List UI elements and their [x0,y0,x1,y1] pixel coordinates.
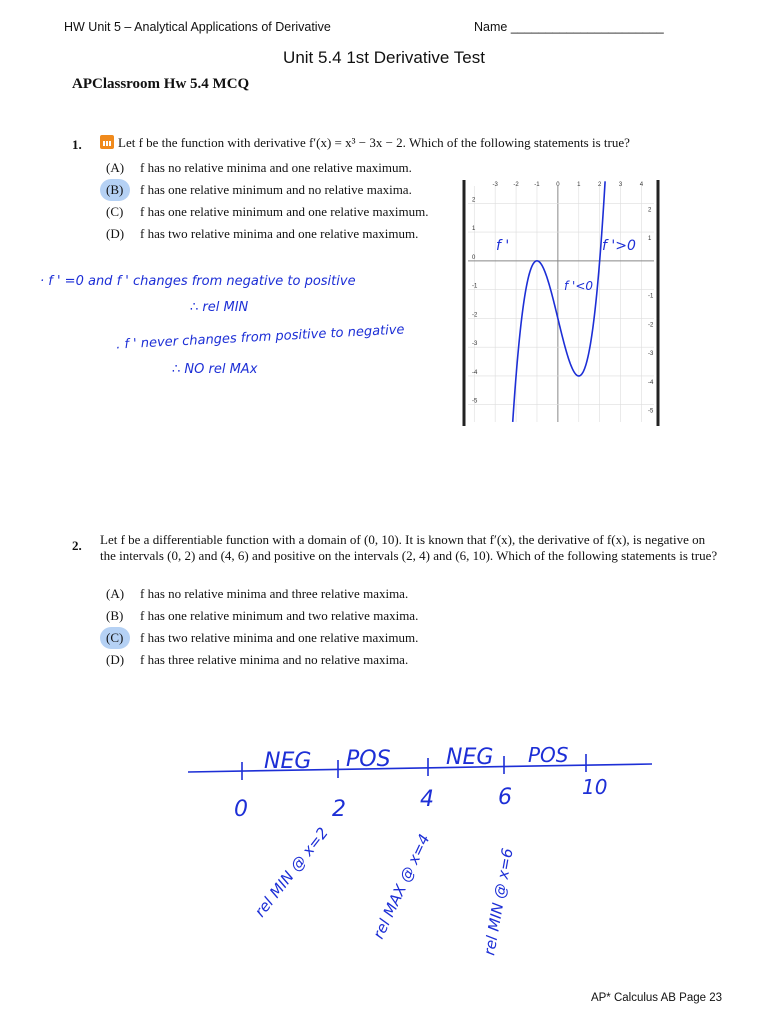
number-line-axis [188,764,652,772]
y-tick-label-right: -1 [648,293,654,300]
graph-label-negative: f '<0 [564,279,594,293]
y-tick-label-left: -2 [472,312,478,319]
q2-options [106,586,418,674]
q1-number: 1. [72,137,82,152]
q1-option-c[interactable]: (C) f has one relative minimum and one relative maximum. [106,204,429,219]
y-tick-label-right: 1 [648,236,652,243]
x-tick-label: -2 [513,182,519,188]
point-0: 0 [234,797,248,822]
page-subtitle: APClassroom Hw 5.4 MCQ [72,76,250,92]
q1-text: Let f be the function with derivative f′(x) = x³ − 3x − 2. Which of the following statements is true? [118,135,630,150]
y-tick-label-right: -5 [648,408,654,415]
q1-option-a[interactable]: (A) f has no relative minima and one relative maximum. [106,160,412,175]
graph-label-positive: f '>0 [602,238,636,254]
note-min-2: rel MIN @ x=2 [250,823,332,921]
sign-pos-2: POS [528,743,569,767]
page-title: Unit 5.4 1st Derivative Test [283,48,485,67]
point-2: 2 [332,797,346,822]
x-tick-label: 4 [639,182,644,188]
q1-selected-highlight: (B) [106,182,124,197]
x-tick-label: -1 [534,182,540,188]
q1-prompt [100,135,720,151]
note-min-6: rel MIN @ x=6 [480,846,517,957]
q2-number: 2. [72,538,82,553]
q2-option-b[interactable]: (B) f has one relative minimum and two relative maxima. [106,608,419,623]
x-tick-label: 3 [618,182,623,188]
q2-option-d[interactable]: (D) f has three relative minima and no relative maxima. [106,652,409,667]
q1-option-b[interactable]: (B) f has one relative minimum and no relative maxima. [106,182,412,197]
y-tick-label-left: 0 [472,254,476,261]
q1-options [106,160,428,248]
y-tick-label-right: -4 [648,379,654,386]
q1-option-d[interactable]: (D) f has two relative minima and one relative maximum. [106,226,419,241]
q1-note-1: · f ' =0 and f ' changes from negative to positive [40,274,356,289]
q1-derivative-graph [462,178,662,428]
derivative-curve [513,181,605,422]
sign-neg-2: NEG [446,745,494,770]
point-4: 4 [420,787,434,812]
y-tick-label-left: -4 [472,369,478,376]
y-tick-label-left: -5 [472,398,478,405]
y-tick-label-left: -3 [472,341,478,348]
y-tick-label-left: -1 [472,283,478,290]
y-tick-label-right: -3 [648,351,654,358]
q1-note-2: ∴ rel MIN [190,300,249,315]
page-footer: AP* Calculus AB Page 23 [590,992,722,1004]
q2-option-a[interactable]: (A) f has no relative minima and three relative maxima. [106,586,409,601]
point-10: 10 [582,775,608,799]
graph-label-fprime: f ' [496,238,510,254]
x-tick-label: -3 [492,182,498,188]
q2-number-line [0,730,768,970]
note-max-4: rel MAX @ x=4 [369,831,434,942]
q2-selected-highlight: (C) [106,630,124,645]
x-tick-label: 1 [577,182,581,188]
q2-text: Let f be a differentiable function with a domain of (0, 10). It is known that f′(x), the derivative of f(x), is negative on the intervals (0, 2) and (4, 6) and positive on the intervals (2, 4) and (6, 10). Which of the following statements is true? [100,532,718,563]
unit-header: HW Unit 5 – Analytical Applications of Derivative [64,20,331,34]
sign-pos-1: POS [346,747,391,772]
calculator-icon [100,135,114,149]
y-tick-label-right: -2 [648,322,654,329]
y-tick-label-right: 2 [648,207,652,214]
q1-note-4: ∴ NO rel MAx [172,362,258,377]
y-tick-label-left: 1 [472,226,476,233]
x-tick-label: 0 [556,182,560,188]
sign-neg-1: NEG [264,749,312,774]
y-tick-label-left: 2 [472,197,476,204]
name-field-label: Name ______________________ [474,20,664,34]
x-tick-label: 2 [597,182,602,188]
q2-option-c[interactable]: (C) f has two relative minima and one relative maximum. [106,630,419,645]
q1-note-3: . f ' never changes from positive to negative [115,322,405,353]
point-6: 6 [498,785,512,810]
